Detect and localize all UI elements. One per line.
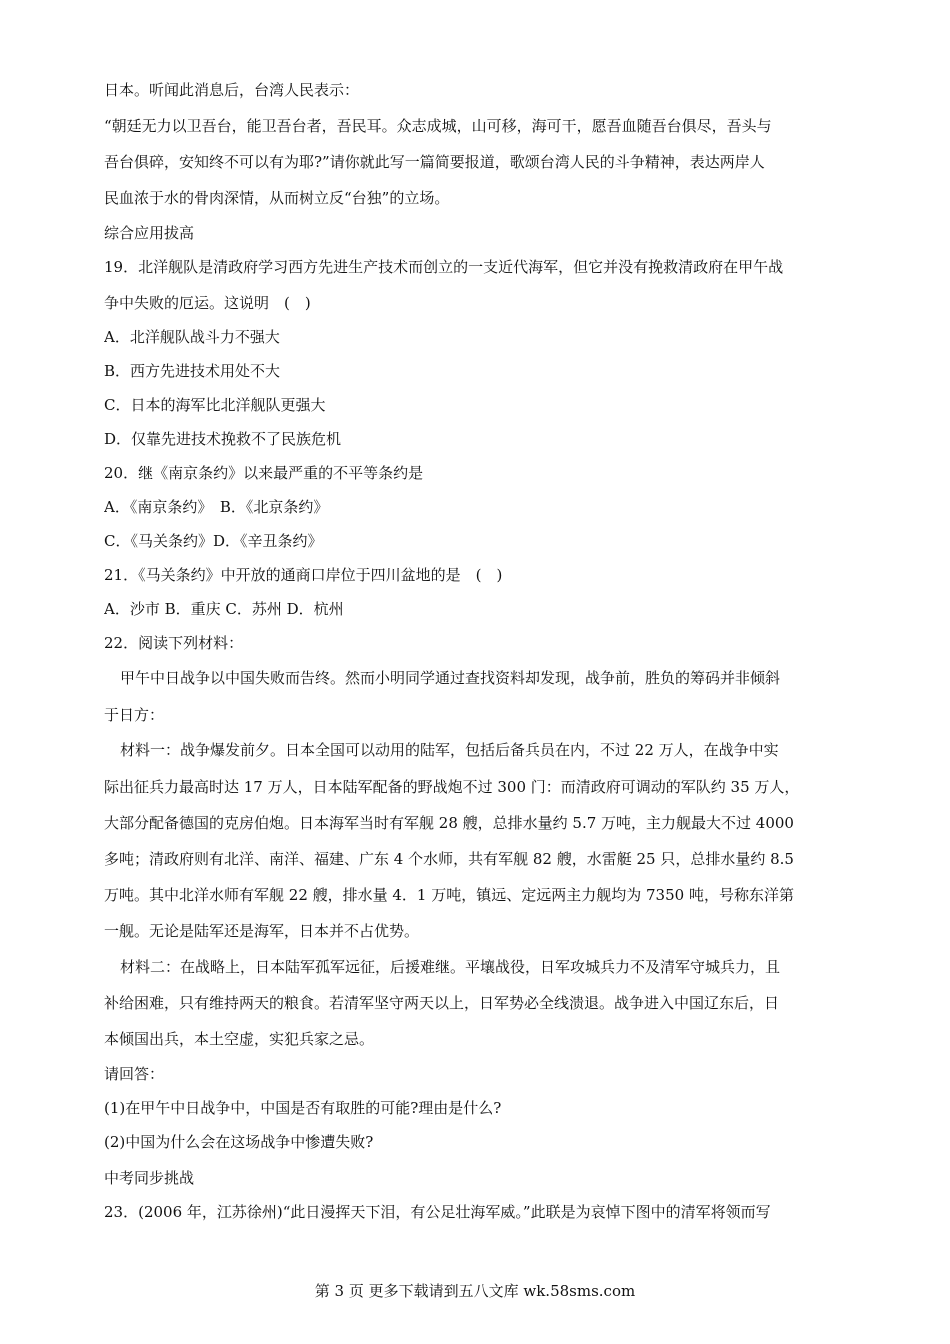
material-2-line-3: 本倾国出兵，本土空虚，实犯兵家之忌。 [104, 1030, 375, 1048]
q19-option-a: A．北洋舰队战斗力不强大 [104, 328, 280, 346]
q19-stem-line-1: 19．北洋舰队是清政府学习西方先进生产技术而创立的一支近代海军，但它并没有挽救清政府在甲午战 [104, 258, 784, 276]
q22-lead-line-1: 甲午中日战争以中国失败而告终。然而小明同学通过查找资料却发现，战争前，胜负的筹码并非倾斜 [120, 669, 781, 687]
q21-options: A．沙市 B．重庆 C．苏州 D．杭州 [104, 600, 344, 618]
intro-line-2: “朝廷无力以卫吾台，能卫吾台者，吾民耳。众志成城，山可移，海可干，愿吾血随吾台俱尽，吾头与 [104, 117, 772, 135]
q22-sub-question-1: (1)在甲午中日战争中，中国是否有取胜的可能?理由是什么? [104, 1099, 502, 1117]
q20-stem: 20．继《南京条约》以来最严重的不平等条约是 [104, 464, 424, 482]
q19-option-c: C．日本的海军比北洋舰队更强大 [104, 396, 326, 414]
material-1-line-2: 际出征兵力最高时达 17 万人，日本陆军配备的野战炮不过 300 门：而清政府可调动的军队约 35 万人， [104, 778, 800, 796]
q20-options-row-1: A．《南京条约》 B．《北京条约》 [104, 498, 329, 516]
material-1-line-5: 万吨。其中北洋水师有军舰 22 艘，排水量 4．1 万吨，镇远、定远两主力舰均为 7350 吨，号称东洋第 [104, 886, 794, 904]
material-1-line-6: 一舰。无论是陆军还是海军，日本并不占优势。 [104, 922, 420, 940]
material-2-line-1: 材料二：在战略上，日本陆军孤军远征，后援难继。平壤战役，日军攻城兵力不及清军守城兵力，且 [120, 958, 781, 976]
q23-stem: 23．(2006 年，江苏徐州)“此日漫挥天下泪，有公足壮海军威。”此联是为哀悼下图中的清军将领而写 [104, 1203, 771, 1221]
page-footer: 第 3 页 更多下载请到五八文库 wk.58sms.com [314, 1282, 636, 1300]
q20-options-row-2: C．《马关条约》D．《辛丑条约》 [104, 532, 323, 550]
answer-prompt: 请回答： [104, 1065, 165, 1083]
q21-stem: 21．《马关条约》中开放的通商口岸位于四川盆地的是 ( ) [104, 566, 503, 584]
q19-option-b: B．西方先进技术用处不大 [104, 362, 281, 380]
material-1-line-1: 材料一：战争爆发前夕。日本全国可以动用的陆军，包括后备兵员在内，不过 22 万人，在战争中实 [120, 741, 779, 759]
material-2-line-2: 补给困难，只有维持两天的粮食。若清军坚守两天以上，日军势必全线溃退。战争进入中国辽东后，日 [104, 994, 780, 1012]
q22-lead-line-2: 于日方： [104, 706, 165, 724]
material-1-line-4: 多吨；清政府则有北洋、南洋、福建、广东 4 个水师，共有军舰 82 艘，水雷艇 25 只，总排水量约 8.5 [104, 850, 794, 868]
intro-line-4: 民血浓于水的骨肉深情，从而树立反“台独”的立场。 [104, 189, 450, 207]
material-1-line-3: 大部分配备德国的克房伯炮。日本海军当时有军舰 28 艘，总排水量约 5.7 万吨，主力舰最大不过 4000 [104, 814, 794, 832]
q22-stem: 22．阅读下列材料： [104, 634, 244, 652]
intro-line-1: 日本。听闻此消息后，台湾人民表示： [104, 81, 360, 99]
q19-option-d: D．仅靠先进技术挽救不了民族危机 [104, 430, 342, 448]
intro-line-3: 吾台俱碎，安知终不可以有为耶?”请你就此写一篇简要报道，歌颂台湾人民的斗争精神，表达两岸人 [104, 153, 765, 171]
q19-stem-line-2: 争中失败的厄运。这说明 ( ) [104, 294, 311, 312]
q22-sub-question-2: (2)中国为什么会在这场战争中惨遭失败? [104, 1133, 374, 1151]
section-heading-exam: 中考同步挑战 [104, 1169, 195, 1187]
section-heading-advanced: 综合应用拔高 [104, 224, 195, 242]
